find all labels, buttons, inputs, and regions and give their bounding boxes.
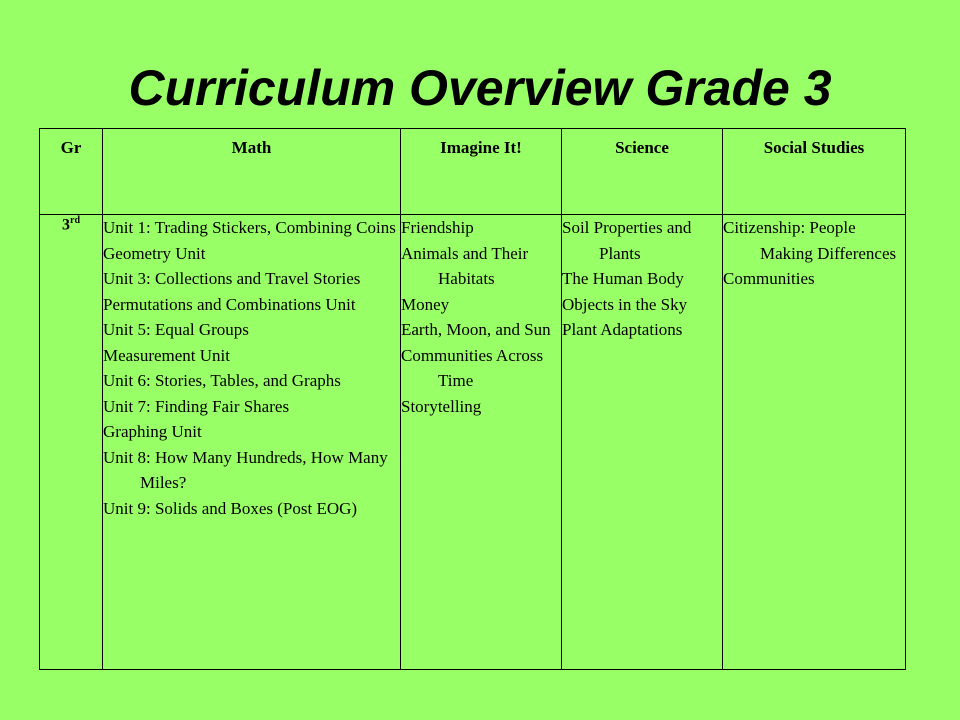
- list-item: Plant Adaptations: [562, 320, 683, 339]
- list-item: Communities Across Time: [401, 345, 544, 390]
- list-item: Storytelling: [401, 396, 482, 416]
- list-item: Unit 8: How Many Hundreds, How Many Miles?: [103, 447, 388, 492]
- math-list: [103, 215, 400, 521]
- header-row: [40, 129, 906, 215]
- header-math: Math: [103, 129, 401, 215]
- header-imagine-it: Imagine It!: [401, 129, 562, 215]
- curriculum-table: [39, 128, 906, 670]
- list-item: Money: [401, 294, 450, 314]
- grade-number: 3: [62, 216, 70, 234]
- social-studies-list: [723, 215, 905, 292]
- list-item: Unit 9: Solids and Boxes (Post EOG): [103, 498, 358, 518]
- grade-suffix: rd: [70, 215, 80, 226]
- imagine-it-list: [401, 215, 561, 419]
- list-item: Unit 6: Stories, Tables, and Graphs: [103, 371, 341, 390]
- list-item: Citizenship: People Making Differences: [723, 218, 897, 263]
- list-item: Measurement Unit: [103, 345, 230, 365]
- science-cell: [562, 215, 723, 670]
- imagine-it-cell: [401, 215, 562, 670]
- list-item: Earth, Moon, and Sun: [401, 320, 551, 339]
- math-cell: [103, 215, 401, 670]
- header-social-studies: Social Studies: [723, 129, 906, 215]
- list-item: Graphing Unit: [103, 422, 202, 441]
- list-item: Geometry Unit: [103, 243, 206, 263]
- science-list: [562, 215, 722, 343]
- list-item: Objects in the Sky: [562, 294, 688, 314]
- list-item: Unit 7: Finding Fair Shares: [103, 396, 290, 416]
- social-studies-cell: [723, 215, 906, 670]
- list-item: Unit 5: Equal Groups: [103, 320, 249, 339]
- list-item: Animals and Their Habitats: [401, 243, 529, 288]
- header-science: Science: [562, 129, 723, 215]
- header-grade: Gr: [40, 129, 103, 215]
- list-item: Permutations and Combinations Unit: [103, 294, 356, 314]
- list-item: Communities: [723, 269, 815, 288]
- list-item: Unit 3: Collections and Travel Stories: [103, 269, 361, 288]
- list-item: The Human Body: [562, 269, 684, 288]
- list-item: Unit 1: Trading Stickers, Combining Coins: [103, 218, 396, 237]
- page-title: Curriculum Overview Grade 3: [128, 60, 832, 116]
- grade-cell: [40, 215, 103, 670]
- list-item: Friendship: [401, 218, 474, 237]
- list-item: Soil Properties and Plants: [562, 218, 692, 263]
- table-row: [40, 215, 906, 670]
